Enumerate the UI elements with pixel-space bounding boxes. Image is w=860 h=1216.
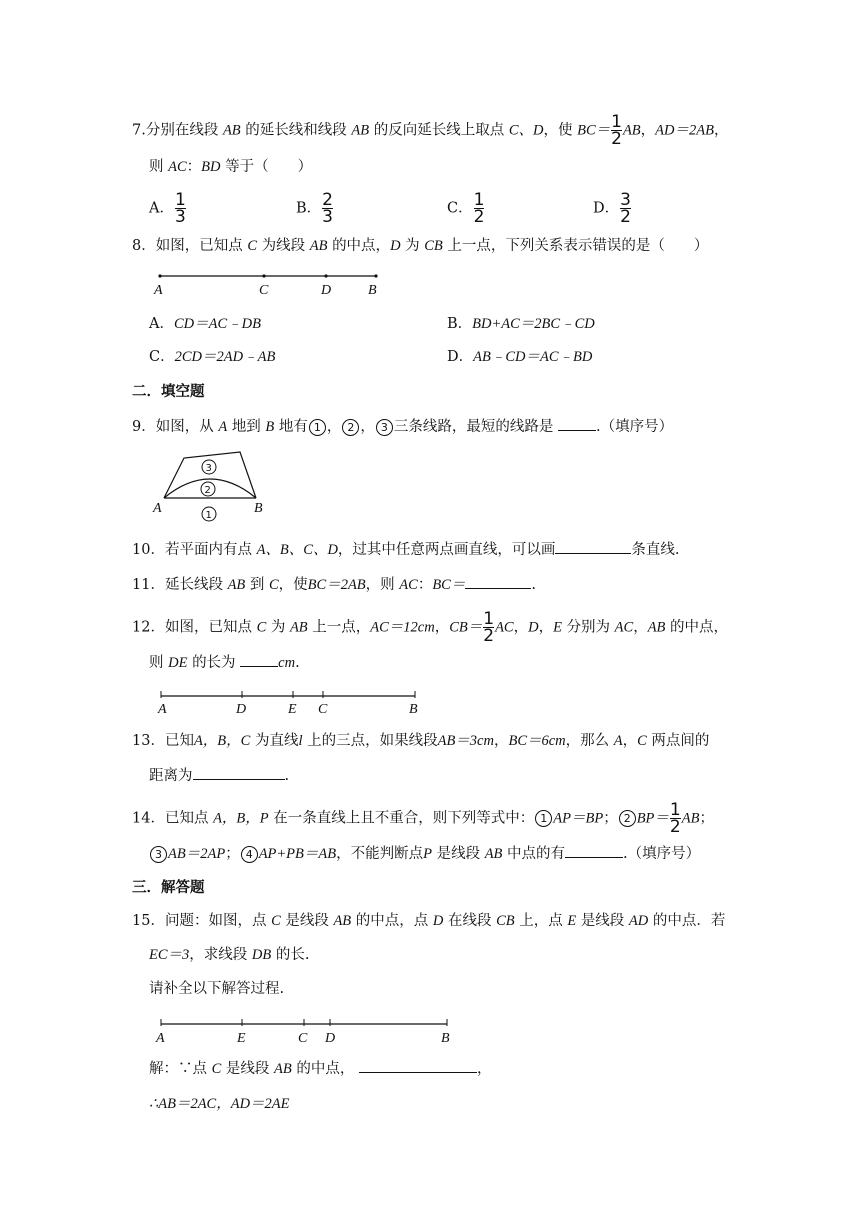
q13-text: ， xyxy=(493,733,509,749)
q13-var: A xyxy=(613,733,623,749)
q9-text: ， xyxy=(326,419,342,435)
route-2-label: 2 xyxy=(204,485,211,496)
q14-var: A，B，P xyxy=(213,810,269,827)
frac-den: 2 xyxy=(483,626,495,646)
q7-line2 xyxy=(149,157,312,177)
q14-text: ； xyxy=(225,846,240,862)
q13-line2 xyxy=(149,765,289,786)
q15-text: 的中点， xyxy=(296,1061,355,1077)
q8-text: 上一点，下列关系表示错误的是（ ） xyxy=(447,238,709,254)
q14-text: 是线段 xyxy=(436,846,481,862)
frac-den: 2 xyxy=(620,207,631,227)
q12-text: 12．如图，已知点 xyxy=(132,619,252,636)
q14-var: AB xyxy=(681,810,700,827)
q14-answer-blank[interactable] xyxy=(565,843,623,858)
q7-var: BD xyxy=(201,159,221,175)
q12-point-b-label: B xyxy=(409,702,418,717)
q15-var: AB xyxy=(274,1061,292,1077)
section-heading-solve: 三．解答题 xyxy=(132,879,205,896)
frac-num: 1 xyxy=(483,609,495,629)
q12-point-d-label: D xyxy=(236,702,247,717)
q10-answer-blank[interactable] xyxy=(555,539,631,554)
q15-point-d-label: D xyxy=(325,1031,336,1046)
q15-solution-line1 xyxy=(149,1058,491,1079)
circled-number: 2 xyxy=(342,419,359,436)
q7-var: AB xyxy=(622,122,641,139)
q12-text: 的长为 xyxy=(192,655,236,671)
q15-var: C xyxy=(271,913,281,929)
q14-text: ； xyxy=(603,810,618,827)
q14-var: AB xyxy=(484,846,503,862)
q15-text: 在线段 xyxy=(447,913,492,929)
q12-point-a-label: A xyxy=(158,702,167,717)
q13-text: 距离为 xyxy=(149,768,193,784)
option-expr: AB﹣CD＝AC﹣BD xyxy=(473,349,593,365)
option-fraction xyxy=(174,190,186,227)
q8-option-d[interactable] xyxy=(447,347,592,367)
q13-var: l xyxy=(298,733,303,749)
q11-text: ，使 xyxy=(278,577,308,593)
q15-text: 的中点，点 xyxy=(355,913,429,929)
q8-option-b[interactable] xyxy=(447,314,595,334)
q15-var: EC＝3 xyxy=(149,947,190,963)
frac-num: 1 xyxy=(174,190,186,210)
q14-text: 中点的有 xyxy=(507,846,566,862)
q12-var: AB xyxy=(647,619,666,636)
option-fraction xyxy=(620,190,631,227)
q14-text: .（填序号） xyxy=(623,846,701,862)
q10-stem xyxy=(132,539,680,560)
q11-var: BC＝2AB xyxy=(307,577,366,593)
q12-var: E xyxy=(553,619,562,636)
q15-text: 15．问题：如图，点 xyxy=(132,913,267,929)
q15-text: 解：∵点 xyxy=(149,1061,207,1077)
q15-var: D xyxy=(432,913,444,929)
frac-den: 2 xyxy=(669,817,681,837)
q9-stem xyxy=(132,416,673,437)
q12-text: ， xyxy=(538,619,554,636)
option-expr: CD＝AC﹣DB xyxy=(173,316,261,332)
q8-var: D xyxy=(390,238,401,254)
q12-figure xyxy=(150,688,430,718)
q9-answer-blank[interactable] xyxy=(558,416,596,431)
q7-text: ， xyxy=(640,122,656,139)
q10-text: ，过其中任意两点画直线，可以画 xyxy=(337,542,556,558)
frac-num: 1 xyxy=(669,800,681,820)
q7-var: BC＝ xyxy=(577,122,611,139)
section-heading-fill-in: 二．填空题 xyxy=(132,383,205,400)
q9-text: 9．如图，从 xyxy=(132,419,214,435)
q15-var: CB xyxy=(496,913,515,929)
frac-num: 1 xyxy=(473,190,485,210)
q15-point-a-label: A xyxy=(156,1031,165,1046)
q8-point-b-label: B xyxy=(368,283,377,298)
q8-var: CB xyxy=(424,238,443,254)
frac-den: 3 xyxy=(322,207,333,227)
q13-text: 13．已知 xyxy=(132,733,194,749)
q13-text: 上的三点，如果线段 xyxy=(307,733,438,749)
q14-var: AP＝BP xyxy=(553,810,604,827)
option-label: D． xyxy=(593,200,620,217)
q11-text: ： xyxy=(417,577,433,593)
q12-line2 xyxy=(149,652,300,673)
q8-point-d-label: D xyxy=(321,283,332,298)
q9-text: 地到 xyxy=(231,419,261,435)
q15-var: AD xyxy=(628,913,649,929)
q10-text: 10．若平面内有点 xyxy=(132,542,252,558)
q8-figure xyxy=(150,268,390,298)
q14-var: AB＝2AP xyxy=(168,846,226,862)
q7-text: 分别在线段 xyxy=(145,122,219,139)
q11-answer-blank[interactable] xyxy=(465,574,531,589)
q7-text: ： xyxy=(186,159,202,175)
q14-line1 xyxy=(132,800,714,837)
q12-var: CB＝ xyxy=(449,619,483,636)
q14-line2 xyxy=(149,843,700,864)
q11-var: AB xyxy=(227,577,246,593)
q9-text: ， xyxy=(360,419,375,435)
q12-var: AC＝12cm xyxy=(370,619,435,636)
option-fraction xyxy=(473,190,485,227)
q15-text: ， xyxy=(476,1061,492,1077)
option-label: A． xyxy=(149,316,174,332)
q7-text: 则 xyxy=(149,159,164,175)
q13-text: . xyxy=(284,768,290,784)
circled-number: 3 xyxy=(376,419,393,436)
q15-text: ，求线段 xyxy=(189,947,248,963)
q15-point-e-label: E xyxy=(237,1031,246,1046)
q7-var: AB xyxy=(351,122,370,139)
q9-text: 地有 xyxy=(278,419,308,435)
circled-number: 3 xyxy=(150,846,167,863)
q14-text: 14．已知点 xyxy=(132,810,209,827)
q9-point-a-label: A xyxy=(153,501,162,516)
q7-var: AC xyxy=(168,159,187,175)
q11-text: 11．延长线段 xyxy=(132,577,223,593)
q12-var: AC xyxy=(614,619,634,636)
q12-text: ， xyxy=(434,619,450,636)
q8-option-a[interactable] xyxy=(149,314,261,334)
q13-text: 两点间的 xyxy=(651,733,710,749)
q12-fraction-half xyxy=(483,609,495,646)
q7-line1 xyxy=(132,112,729,149)
q15-var: AB xyxy=(333,913,352,929)
q13-text: ，那么 xyxy=(565,733,610,749)
q12-unit: cm xyxy=(278,655,296,671)
q10-text: 条直线. xyxy=(631,542,680,558)
q15-text: 的长. xyxy=(275,947,310,963)
option-fraction xyxy=(322,190,333,227)
frac-num: 2 xyxy=(322,190,333,210)
q13-var: C xyxy=(637,733,647,749)
q7-text: ， xyxy=(713,122,729,139)
q14-text: ； xyxy=(699,810,714,827)
q15-text: 的中点．若 xyxy=(652,913,726,929)
option-label: B． xyxy=(296,200,322,217)
q9-point-b-label: B xyxy=(254,501,263,516)
q13-var: A，B，C xyxy=(193,733,251,749)
q14-text: 在一条直线上且不重合，则下列等式中： xyxy=(273,810,535,827)
q15-point-b-label: B xyxy=(441,1031,450,1046)
q14-fraction-half xyxy=(669,800,681,837)
route-3-label: 3 xyxy=(205,463,212,474)
q15-answer-blank[interactable] xyxy=(359,1058,477,1073)
q7-text: 等于（ ） xyxy=(225,159,313,175)
q8-stem xyxy=(132,236,708,256)
q13-text: ， xyxy=(622,733,638,749)
q11-var: BC＝ xyxy=(432,577,466,593)
q10-var: A、B、C、D xyxy=(256,542,338,558)
q13-var: BC＝6cm xyxy=(508,733,566,749)
q15-line1 xyxy=(132,911,725,931)
q12-point-c-label: C xyxy=(318,702,328,717)
q12-text: 则 xyxy=(149,655,164,671)
q12-var: DE xyxy=(168,655,188,671)
option-expr: BD+AC＝2BC﹣CD xyxy=(472,316,595,332)
q15-var: E xyxy=(567,913,577,929)
circled-number: 1 xyxy=(309,419,326,436)
q12-text: 分别为 xyxy=(566,619,611,636)
q9-var: B xyxy=(265,419,275,435)
q7-var: C、D xyxy=(508,122,544,139)
q11-var: C xyxy=(269,577,279,593)
q7-fraction-half xyxy=(611,112,622,149)
q12-point-e-label: E xyxy=(288,702,297,717)
q11-stem xyxy=(132,574,536,595)
q14-var: AP+PB＝AB xyxy=(258,846,337,862)
q15-text: 上，点 xyxy=(519,913,563,929)
q12-text: 上一点， xyxy=(312,619,371,636)
q13-answer-blank[interactable] xyxy=(193,765,285,780)
q7-option-c[interactable] xyxy=(447,190,485,227)
frac-den: 3 xyxy=(174,207,186,227)
q14-var: P xyxy=(423,846,432,862)
q12-answer-blank[interactable] xyxy=(240,652,278,667)
q13-var: AB＝3cm xyxy=(437,733,494,749)
option-label: A． xyxy=(149,200,174,217)
q7-option-d[interactable] xyxy=(593,190,632,227)
q15-point-c-label: C xyxy=(298,1031,308,1046)
q11-text: 到 xyxy=(249,577,265,593)
q7-var: AD＝2AB xyxy=(655,122,714,139)
circled-number: 1 xyxy=(535,810,552,827)
frac-num: 1 xyxy=(611,112,622,132)
q15-text: 是线段 xyxy=(580,913,625,929)
q15-text: 是线段 xyxy=(285,913,329,929)
q12-text: ， xyxy=(633,619,648,636)
q8-point-c-label: C xyxy=(259,283,269,298)
option-expr: 2CD＝2AD﹣AB xyxy=(174,349,276,365)
option-label: D． xyxy=(447,349,474,365)
q15-solution-line2: ∴AB＝2AC，AD＝2AE xyxy=(149,1096,290,1112)
q8-text: 为 xyxy=(405,238,420,254)
q7-var: AB xyxy=(222,122,241,139)
q8-option-c[interactable] xyxy=(149,347,275,367)
q12-text: . xyxy=(295,655,300,671)
q8-text: 的中点， xyxy=(332,238,391,254)
q8-text: 为线段 xyxy=(261,238,306,254)
q15-figure xyxy=(150,1016,460,1048)
q14-text: ，不能判断点 xyxy=(336,846,424,862)
q7-text: 的反向延长线上取点 xyxy=(373,122,505,139)
frac-num: 3 xyxy=(620,190,631,210)
q15-text: 是线段 xyxy=(225,1061,270,1077)
q9-text: .（填序号） xyxy=(596,419,674,435)
q12-text: 的中点， xyxy=(670,619,729,636)
option-label: B． xyxy=(447,316,473,332)
q9-var: A xyxy=(218,419,228,435)
q8-text: 8．如图，已知点 xyxy=(132,238,243,254)
q7-text: 的延长线和线段 xyxy=(245,122,347,139)
q12-text: 为 xyxy=(270,619,286,636)
q7-number: 7. xyxy=(132,122,146,139)
frac-den: 2 xyxy=(473,207,485,227)
q13-text: 为直线 xyxy=(254,733,299,749)
q11-text: . xyxy=(531,577,536,593)
q14-var: BP＝ xyxy=(636,810,669,827)
route-1-label: 1 xyxy=(205,510,212,521)
q7-option-a[interactable] xyxy=(149,190,187,227)
q12-var: AB xyxy=(289,619,308,636)
q7-option-b[interactable] xyxy=(296,190,334,227)
frac-den: 2 xyxy=(611,129,622,149)
q15-var: DB xyxy=(251,947,272,963)
q8-var: AB xyxy=(309,238,328,254)
circled-number: 4 xyxy=(241,846,258,863)
q15-line2 xyxy=(149,945,309,965)
option-label: C． xyxy=(447,200,473,217)
q12-text: ， xyxy=(513,619,529,636)
option-label: C． xyxy=(149,349,175,365)
q12-var: D xyxy=(528,619,539,636)
q9-figure xyxy=(148,448,273,524)
q7-text: ，使 xyxy=(543,122,573,139)
q11-var: AC xyxy=(399,577,418,593)
q11-text: ，则 xyxy=(365,577,395,593)
q15-line3: 请补全以下解答过程. xyxy=(149,981,285,997)
q12-var: AC xyxy=(495,619,514,636)
q12-var: C xyxy=(256,619,267,636)
q9-text: 三条线路，最短的线路是 xyxy=(393,419,554,435)
q12-line1 xyxy=(132,609,729,646)
q15-var: C xyxy=(211,1061,222,1077)
circled-number: 2 xyxy=(619,810,636,827)
q13-line1 xyxy=(132,731,709,751)
q8-var: C xyxy=(247,238,258,254)
q8-point-a-label: A xyxy=(154,283,163,298)
